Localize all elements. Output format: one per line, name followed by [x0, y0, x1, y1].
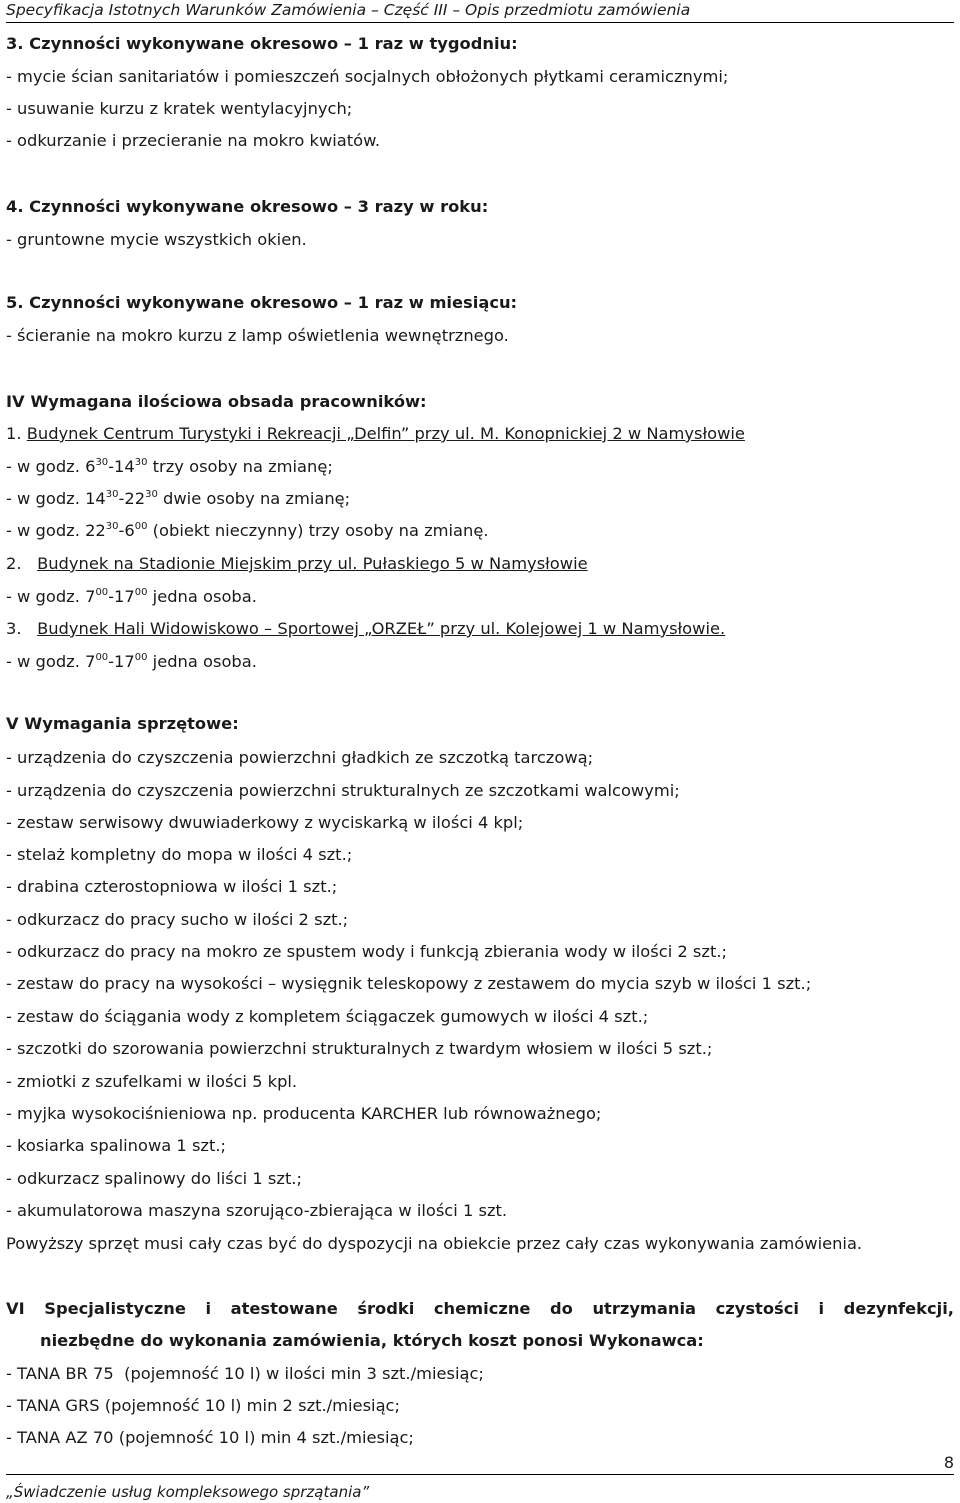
- list-item: - TANA AZ 70 (pojemność 10 l) min 4 szt./miesiąc;: [6, 1428, 414, 1447]
- page-footer: [6, 1474, 954, 1501]
- building-3-name: Budynek Hali Widowiskowo – Sportowej „ORZEŁ” przy ul. Kolejowej 1 w Namysłowie.: [37, 619, 726, 638]
- list-item: - odkurzanie i przecieranie na mokro kwiatów.: [6, 131, 381, 150]
- list-item: - odkurzacz spalinowy do liści 1 szt.;: [6, 1169, 302, 1188]
- page-number: 8: [943, 1453, 954, 1472]
- list-item: - zestaw serwisowy dwuwiaderkowy z wyciskarką w ilości 4 kpl;: [6, 813, 524, 832]
- building-2-line: [6, 553, 588, 575]
- equipment-note: Powyższy sprzęt musi cały czas być do dyspozycji na obiekcie przez cały czas wykonywania zamówienia.: [6, 1234, 863, 1253]
- list-item: - TANA GRS (pojemność 10 l) min 2 szt./miesiąc;: [6, 1396, 400, 1415]
- building-3-line: [6, 618, 725, 640]
- list-item: - akumulatorowa maszyna szorująco-zbierająca w ilości 1 szt.: [6, 1201, 508, 1220]
- section-3-heading: 3. Czynności wykonywane okresowo – 1 raz w tygodniu:: [6, 34, 518, 53]
- list-item: - odkurzacz do pracy sucho w ilości 2 szt.;: [6, 910, 349, 929]
- building-2-number: 2.: [6, 554, 38, 573]
- list-item: - zestaw do pracy na wysokości – wysięgnik teleskopowy z zestawem do mycia szyb w ilości 1 szt.;: [6, 974, 812, 993]
- list-item: - gruntowne mycie wszystkich okien.: [6, 230, 307, 249]
- list-item: - zestaw do ściągania wody z kompletem ściągaczek gumowych w ilości 4 szt.;: [6, 1007, 649, 1026]
- shift-line: - w godz. $7^{00}-17^{00}$ jedna osoba.: [6, 652, 257, 671]
- building-1-line: [6, 423, 745, 445]
- shift-line: - w godz. $7^{00}-17^{00}$ jedna osoba.: [6, 587, 257, 606]
- list-item: - stelaż kompletny do mopa w ilości 4 szt.;: [6, 845, 353, 864]
- list-item: - zmiotki z szufelkami w ilości 5 kpl.: [6, 1072, 298, 1091]
- list-item: - szczotki do szorowania powierzchni strukturalnych z twardym włosiem w ilości 5 szt.;: [6, 1039, 713, 1058]
- list-item: - myjka wysokociśnieniowa np. producenta KARCHER lub równoważnego;: [6, 1104, 602, 1123]
- equipment-heading: V Wymagania sprzętowe:: [6, 714, 239, 733]
- list-item: - ścieranie na mokro kurzu z lamp oświetlenia wewnętrznego.: [6, 326, 509, 345]
- footer-text: „Świadczenie usług kompleksowego sprzątania”: [6, 1483, 370, 1501]
- section-5-heading: 5. Czynności wykonywane okresowo – 1 raz w miesiącu:: [6, 293, 518, 312]
- list-item: - urządzenia do czyszczenia powierzchni gładkich ze szczotką tarczową;: [6, 748, 594, 767]
- list-item: - drabina czterostopniowa w ilości 1 szt.;: [6, 877, 338, 896]
- list-item: - urządzenia do czyszczenia powierzchni strukturalnych ze szczotkami walcowymi;: [6, 781, 680, 800]
- shift-line: - w godz. $14^{30}-22^{30}$ dwie osoby na zmianę;: [6, 489, 351, 508]
- chemicals-heading-line-1: VI Specjalistyczne i atestowane środki chemiczne do utrzymania czystości i dezynfekcji,: [6, 1299, 954, 1318]
- building-2-name: Budynek na Stadionie Miejskim przy ul. Pułaskiego 5 w Namysłowie: [37, 554, 588, 573]
- shift-line: - w godz. $22^{30}-6^{00}$ (obiekt nieczynny) trzy osoby na zmianę.: [6, 521, 489, 540]
- section-4-heading: 4. Czynności wykonywane okresowo – 3 razy w roku:: [6, 197, 489, 216]
- staffing-heading: IV Wymagana ilościowa obsada pracowników:: [6, 392, 427, 411]
- building-1-name: Budynek Centrum Turystyki i Rekreacji „Delfin” przy ul. M. Konopnickiej 2 w Namysłowie: [26, 424, 745, 443]
- shift-line: - w godz. $6^{30}-14^{30}$ trzy osoby na zmianę;: [6, 457, 333, 476]
- list-item: - kosiarka spalinowa 1 szt.;: [6, 1136, 227, 1155]
- page-header: Specyfikacja Istotnych Warunków Zamówienia – Część III – Opis przedmiotu zamówienia: [6, 0, 954, 23]
- building-3-number: 3.: [6, 619, 38, 638]
- building-1-number: 1.: [6, 424, 27, 443]
- list-item: - TANA BR 75 (pojemność 10 l) w ilości min 3 szt./miesiąc;: [6, 1364, 484, 1383]
- list-item: - usuwanie kurzu z kratek wentylacyjnych;: [6, 99, 353, 118]
- chemicals-heading-line-2: niezbędne do wykonania zamówienia, których koszt ponosi Wykonawca:: [40, 1331, 704, 1350]
- list-item: - odkurzacz do pracy na mokro ze spustem wody i funkcją zbierania wody w ilości 2 szt.;: [6, 942, 728, 961]
- list-item: - mycie ścian sanitariatów i pomieszczeń socjalnych obłożonych płytkami ceramicznymi;: [6, 67, 729, 86]
